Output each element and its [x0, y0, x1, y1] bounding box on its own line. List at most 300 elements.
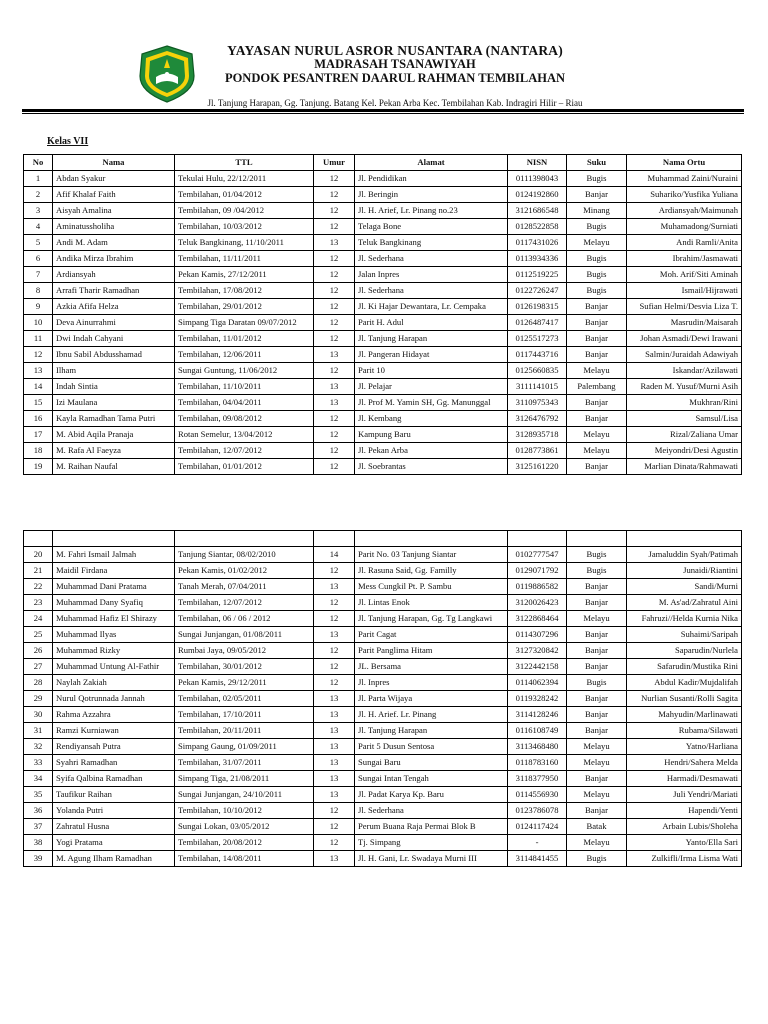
cell-ttl: Tembilahan, 29/01/2012: [175, 299, 314, 315]
cell-alamat: Jl. Rasuna Said, Gg. Familly: [355, 563, 508, 579]
cell-ttl: Tembilahan, 10/10/2012: [175, 803, 314, 819]
cell-alamat: Telaga Bone: [355, 219, 508, 235]
table-row: [24, 299, 742, 315]
cell-suku: Banjar: [567, 459, 627, 475]
cell-nama: Zahratul Husna: [53, 819, 175, 835]
table-row: [24, 723, 742, 739]
cell-nama: Azkia Afifa Helza: [53, 299, 175, 315]
table-row: [24, 675, 742, 691]
cell-umur: 12: [314, 171, 355, 187]
cell-nisn: 3111141015: [508, 379, 567, 395]
cell-nisn: 0126487417: [508, 315, 567, 331]
foundation-name: YAYASAN NURUL ASROR NUSANTARA (NANTARA): [227, 43, 563, 58]
col-header-suku: Suku: [567, 155, 627, 171]
cell-no: 16: [24, 411, 53, 427]
cell-umur: 12: [314, 299, 355, 315]
cell-nama-ortu: Sandi/Murni: [627, 579, 742, 595]
cell-nisn: -: [508, 835, 567, 851]
cell-suku: Melayu: [567, 755, 627, 771]
cell-alamat: Jl. Sederhana: [355, 251, 508, 267]
cell-alamat: Parit H. Adul: [355, 315, 508, 331]
cell-umur: 13: [314, 627, 355, 643]
cell-alamat: Jl. Lintas Enok: [355, 595, 508, 611]
cell-no: 19: [24, 459, 53, 475]
cell-nisn: 0125517273: [508, 331, 567, 347]
cell-no: 5: [24, 235, 53, 251]
cell-alamat: Jl. Pangeran Hidayat: [355, 347, 508, 363]
cell-suku: Banjar: [567, 627, 627, 643]
cell-nama-ortu: Harmadi/Desmawati: [627, 771, 742, 787]
cell-umur: 12: [314, 835, 355, 851]
cell-nama: Ilham: [53, 363, 175, 379]
cell-nama-ortu: Muhamadong/Surniati: [627, 219, 742, 235]
cell-nama-ortu: Rubama/Silawati: [627, 723, 742, 739]
cell-ttl: Tembilahan, 30/01/2012: [175, 659, 314, 675]
cell-no: 27: [24, 659, 53, 675]
col-header-nama: Nama: [53, 155, 175, 171]
cell-umur: 12: [314, 219, 355, 235]
cell-nama: M. Raihan Naufal: [53, 459, 175, 475]
cell-nisn: 3127320842: [508, 643, 567, 659]
table-row: [24, 787, 742, 803]
cell-ttl: Tembilahan, 02/05/2011: [175, 691, 314, 707]
cell-alamat: Parit 10: [355, 363, 508, 379]
cell-no: 7: [24, 267, 53, 283]
cell-nisn: 0117443716: [508, 347, 567, 363]
cell-nama: Ibnu Sabil Abdusshamad: [53, 347, 175, 363]
cell-umur: 12: [314, 203, 355, 219]
cell-ttl: Tekulai Hulu, 22/12/2011: [175, 171, 314, 187]
cell-suku: Banjar: [567, 771, 627, 787]
cell-ttl: Teluk Bangkinang, 11/10/2011: [175, 235, 314, 251]
cell-alamat: Jl. Sederhana: [355, 803, 508, 819]
cell-alamat: JL. Bersama: [355, 659, 508, 675]
cell-nisn: 3120026423: [508, 595, 567, 611]
cell-no: 26: [24, 643, 53, 659]
cell-no: 1: [24, 171, 53, 187]
cell-nama-ortu: Johan Asmadi/Dewi Irawani: [627, 331, 742, 347]
cell-ttl: Tembilahan, 11/01/2012: [175, 331, 314, 347]
cell-umur: 12: [314, 595, 355, 611]
cell-umur: 13: [314, 851, 355, 867]
cell-nama-ortu: Junaidi/Riantini: [627, 563, 742, 579]
cell-alamat: Jl. Beringin: [355, 187, 508, 203]
cell-nisn: 3122868464: [508, 611, 567, 627]
cell-ttl: Tembilahan, 31/07/2011: [175, 755, 314, 771]
cell-suku: Bugis: [567, 251, 627, 267]
cell-suku: Melayu: [567, 363, 627, 379]
cell-alamat: Parit Cagat: [355, 627, 508, 643]
cell-nama-ortu: Suhariko/Yusfika Yuliana: [627, 187, 742, 203]
table-row: [24, 627, 742, 643]
cell-nisn: 0118783160: [508, 755, 567, 771]
cell-nama: Dwi Indah Cahyani: [53, 331, 175, 347]
cell-ttl: Tembilahan, 01/04/2012: [175, 187, 314, 203]
cell-alamat: Teluk Bangkinang: [355, 235, 508, 251]
cell-nama-ortu: Nurlian Susanti/Rolli Sagita: [627, 691, 742, 707]
table-row: [24, 579, 742, 595]
cell-nisn: 0119328242: [508, 691, 567, 707]
table-row: [24, 835, 742, 851]
cell-nama-ortu: Yanto/Ella Sari: [627, 835, 742, 851]
cell-suku: Minang: [567, 203, 627, 219]
cell-nama-ortu: Masrudin/Maisarah: [627, 315, 742, 331]
cell-suku: Melayu: [567, 787, 627, 803]
cell-ttl: Tembilahan, 09/08/2012: [175, 411, 314, 427]
cell-nama-ortu: Jamaluddin Syah/Patimah: [627, 547, 742, 563]
cell-ttl: Tembilahan, 20/08/2012: [175, 835, 314, 851]
cell-nama-ortu: Arbain Lubis/Sholeha: [627, 819, 742, 835]
table-row: [24, 331, 742, 347]
cell-nama-ortu: Salmin/Juraidah Adawiyah: [627, 347, 742, 363]
cell-suku: Banjar: [567, 395, 627, 411]
table-row: [24, 771, 742, 787]
cell-no: 24: [24, 611, 53, 627]
cell-ttl: Tembilahan, 12/06/2011: [175, 347, 314, 363]
cell-nisn: 3122442158: [508, 659, 567, 675]
cell-nisn: 0123786078: [508, 803, 567, 819]
cell-suku: Batak: [567, 819, 627, 835]
cell-suku: Bugis: [567, 851, 627, 867]
cell-nisn: 3114841455: [508, 851, 567, 867]
cell-no: 17: [24, 427, 53, 443]
cell-ttl: Tanjung Siantar, 08/02/2010: [175, 547, 314, 563]
cell-alamat: Jl. Pendidikan: [355, 171, 508, 187]
cell-suku: Banjar: [567, 315, 627, 331]
cell-nama: Muhammad Untung Al-Fathir: [53, 659, 175, 675]
cell-nisn: 0111398043: [508, 171, 567, 187]
cell-nama: Andika Mirza Ibrahim: [53, 251, 175, 267]
table-row: [24, 659, 742, 675]
cell-nama-ortu: Muhammad Zaini/Nuraini: [627, 171, 742, 187]
cell-ttl: Tembilahan, 12/07/2012: [175, 443, 314, 459]
cell-no: 31: [24, 723, 53, 739]
cell-suku: Banjar: [567, 707, 627, 723]
table-row: [24, 315, 742, 331]
cell-nama: Rendiyansah Putra: [53, 739, 175, 755]
cell-umur: 12: [314, 675, 355, 691]
table-row: [24, 251, 742, 267]
cell-umur: 12: [314, 659, 355, 675]
cell-nisn: 3121686548: [508, 203, 567, 219]
cell-nama-ortu: Sufian Helmi/Desvia Liza T.: [627, 299, 742, 315]
cell-suku: Banjar: [567, 299, 627, 315]
cell-nama-ortu: Fahruzi//Helda Kurnia Nika: [627, 611, 742, 627]
cell-nama: M. Rafa Al Faeyza: [53, 443, 175, 459]
cell-ttl: Tembilahan, 10/03/2012: [175, 219, 314, 235]
cell-ttl: Tembilahan, 11/10/2011: [175, 379, 314, 395]
cell-nama: Izi Maulana: [53, 395, 175, 411]
col-header-alamat: Alamat: [355, 155, 508, 171]
cell-nisn: 0102777547: [508, 547, 567, 563]
cell-alamat: Jalan Inpres: [355, 267, 508, 283]
table-header-row-blank: [24, 531, 742, 547]
cell-alamat: Jl. Inpres: [355, 675, 508, 691]
cell-nama: Deva Ainurrahmi: [53, 315, 175, 331]
cell-nama: Yogi Pratama: [53, 835, 175, 851]
table-row: [24, 395, 742, 411]
cell-no: 30: [24, 707, 53, 723]
cell-nama: Syifa Qalbina Ramadhan: [53, 771, 175, 787]
cell-no: 35: [24, 787, 53, 803]
cell-alamat: Jl. Ki Hajar Dewantara, Lr. Cempaka: [355, 299, 508, 315]
cell-ttl: Sungai Junjangan, 24/10/2011: [175, 787, 314, 803]
cell-nisn: 0129071792: [508, 563, 567, 579]
col-header-nama-ortu: Nama Ortu: [627, 155, 742, 171]
cell-no: 8: [24, 283, 53, 299]
cell-no: 6: [24, 251, 53, 267]
cell-suku: Banjar: [567, 595, 627, 611]
header-divider-thick: [22, 109, 744, 112]
cell-nama: Yolanda Putri: [53, 803, 175, 819]
cell-ttl: Tembilahan, 14/08/2011: [175, 851, 314, 867]
table-row: [24, 443, 742, 459]
cell-nama: Aminatussholiha: [53, 219, 175, 235]
cell-ttl: Rumbai Jaya, 09/05/2012: [175, 643, 314, 659]
cell-umur: 12: [314, 267, 355, 283]
cell-nama-ortu: Suhaimi/Saripah: [627, 627, 742, 643]
cell-no: 28: [24, 675, 53, 691]
cell-nama: Ardiansyah: [53, 267, 175, 283]
cell-nisn: 3113468480: [508, 739, 567, 755]
cell-suku: Bugis: [567, 267, 627, 283]
cell-suku: Bugis: [567, 171, 627, 187]
cell-nama: Indah Sintia: [53, 379, 175, 395]
cell-nama: Muhammad Hafiz El Shirazy: [53, 611, 175, 627]
cell-nama: Muhammad Ilyas: [53, 627, 175, 643]
cell-ttl: Simpang Tiga, 21/08/2011: [175, 771, 314, 787]
cell-nama: Syahri Ramadhan: [53, 755, 175, 771]
col-header-ttl: TTL: [175, 155, 314, 171]
cell-nama-ortu: Moh. Arif/Siti Aminah: [627, 267, 742, 283]
cell-no: 11: [24, 331, 53, 347]
table-row: [24, 347, 742, 363]
cell-alamat: Jl. Pelajar: [355, 379, 508, 395]
cell-no: 34: [24, 771, 53, 787]
cell-alamat: Parit No. 03 Tanjung Siantar: [355, 547, 508, 563]
cell-ttl: Pekan Kamis, 01/02/2012: [175, 563, 314, 579]
cell-ttl: Tembilahan, 09 /04/2012: [175, 203, 314, 219]
cell-nisn: 0119886582: [508, 579, 567, 595]
cell-ttl: Tembilahan, 20/11/2011: [175, 723, 314, 739]
cell-nisn: 0124117424: [508, 819, 567, 835]
cell-nama: Taufikur Raihan: [53, 787, 175, 803]
cell-nama: Afif Khalaf Faith: [53, 187, 175, 203]
cell-suku: Melayu: [567, 427, 627, 443]
cell-nisn: 3118377950: [508, 771, 567, 787]
cell-suku: Bugis: [567, 219, 627, 235]
school-address: Jl. Tanjung Harapan, Gg. Tanjung. Batang Kel. Pekan Arba Kec. Tembilahan Kab. Indragiri Hilir – Riau: [207, 98, 583, 108]
cell-no: 9: [24, 299, 53, 315]
cell-nama: M. Abid Aqila Pranaja: [53, 427, 175, 443]
student-table-part2: [23, 530, 742, 867]
cell-alamat: Perum Buana Raja Permai Blok B: [355, 819, 508, 835]
cell-alamat: Sungai Baru: [355, 755, 508, 771]
cell-suku: Banjar: [567, 347, 627, 363]
cell-nisn: 3110975343: [508, 395, 567, 411]
cell-alamat: Sungai Intan Tengah: [355, 771, 508, 787]
table-row: [24, 267, 742, 283]
cell-no: 20: [24, 547, 53, 563]
cell-no: 15: [24, 395, 53, 411]
table-row: [24, 427, 742, 443]
cell-umur: 12: [314, 427, 355, 443]
cell-ttl: Pekan Kamis, 29/12/2011: [175, 675, 314, 691]
cell-umur: 13: [314, 787, 355, 803]
table-row: [24, 595, 742, 611]
cell-nisn: 0114062394: [508, 675, 567, 691]
col-header-nisn: NISN: [508, 155, 567, 171]
header-divider-thin: [22, 113, 744, 114]
cell-alamat: Jl. Tanjung Harapan: [355, 723, 508, 739]
cell-nama: Abdan Syakur: [53, 171, 175, 187]
cell-suku: Melayu: [567, 443, 627, 459]
cell-umur: 12: [314, 411, 355, 427]
cell-no: 22: [24, 579, 53, 595]
cell-nama-ortu: Marlian Dinata/Rahmawati: [627, 459, 742, 475]
cell-umur: 13: [314, 235, 355, 251]
cell-nama-ortu: Saparudin/Nurlela: [627, 643, 742, 659]
student-table-part1: [23, 154, 742, 475]
cell-nisn: 0126198315: [508, 299, 567, 315]
cell-nama-ortu: Hendri/Sahera Melda: [627, 755, 742, 771]
cell-nama: Nurul Qotrunnada Jannah: [53, 691, 175, 707]
cell-no: 29: [24, 691, 53, 707]
cell-ttl: Tembilahan, 17/10/2011: [175, 707, 314, 723]
cell-suku: Banjar: [567, 411, 627, 427]
table-row: [24, 643, 742, 659]
cell-nama-ortu: Andi Ramli/Anita: [627, 235, 742, 251]
cell-nama: Muhammad Dany Syafiq: [53, 595, 175, 611]
cell-umur: 12: [314, 251, 355, 267]
cell-nama-ortu: Ardiansyah/Maimunah: [627, 203, 742, 219]
cell-nama-ortu: Yatno/Harliana: [627, 739, 742, 755]
cell-nama-ortu: Rizal/Zaliana Umar: [627, 427, 742, 443]
cell-nama-ortu: Hapendi/Yenti: [627, 803, 742, 819]
cell-no: 4: [24, 219, 53, 235]
cell-umur: 12: [314, 443, 355, 459]
cell-umur: 13: [314, 739, 355, 755]
cell-umur: 12: [314, 643, 355, 659]
cell-umur: 13: [314, 707, 355, 723]
cell-nisn: 3125161220: [508, 459, 567, 475]
cell-suku: Melayu: [567, 611, 627, 627]
cell-no: 13: [24, 363, 53, 379]
cell-ttl: Pekan Kamis, 27/12/2011: [175, 267, 314, 283]
cell-nama-ortu: Ibrahim/Jasmawati: [627, 251, 742, 267]
cell-alamat: Kampung Baru: [355, 427, 508, 443]
cell-no: 3: [24, 203, 53, 219]
cell-alamat: Jl. Tanjung Harapan, Gg. Tg Langkawi: [355, 611, 508, 627]
cell-umur: 12: [314, 611, 355, 627]
cell-ttl: Tembilahan, 01/01/2012: [175, 459, 314, 475]
cell-suku: Banjar: [567, 803, 627, 819]
cell-umur: 13: [314, 771, 355, 787]
cell-no: 2: [24, 187, 53, 203]
cell-nisn: 3126476792: [508, 411, 567, 427]
cell-nama: M. Agung Ilham Ramadhan: [53, 851, 175, 867]
cell-suku: Banjar: [567, 579, 627, 595]
cell-nama: Naylah Zakiah: [53, 675, 175, 691]
cell-nama-ortu: Mahyudin/Marlinawati: [627, 707, 742, 723]
table-row: [24, 691, 742, 707]
cell-umur: 13: [314, 379, 355, 395]
pesantren-name: PONDOK PESANTREN DAARUL RAHMAN TEMBILAHAN: [224, 71, 566, 85]
cell-nama: Arrafi Tharir Ramadhan: [53, 283, 175, 299]
cell-umur: 13: [314, 691, 355, 707]
cell-no: 14: [24, 379, 53, 395]
cell-ttl: Rotan Semelur, 13/04/2012: [175, 427, 314, 443]
cell-umur: 12: [314, 283, 355, 299]
cell-no: 21: [24, 563, 53, 579]
cell-nama: Ramzi Kurniawan: [53, 723, 175, 739]
cell-umur: 12: [314, 315, 355, 331]
cell-ttl: Sungai Lokan, 03/05/2012: [175, 819, 314, 835]
cell-alamat: Parit Panglima Hitam: [355, 643, 508, 659]
cell-nama: M. Fahri Ismail Jalmah: [53, 547, 175, 563]
cell-no: 37: [24, 819, 53, 835]
cell-suku: Bugis: [567, 675, 627, 691]
cell-ttl: Sungai Junjangan, 01/08/2011: [175, 627, 314, 643]
cell-ttl: Tembilahan, 11/11/2011: [175, 251, 314, 267]
cell-no: 25: [24, 627, 53, 643]
cell-suku: Banjar: [567, 187, 627, 203]
cell-nisn: 0112519225: [508, 267, 567, 283]
col-header-umur: Umur: [314, 155, 355, 171]
cell-alamat: Parit 5 Dusun Sentosa: [355, 739, 508, 755]
cell-suku: Melayu: [567, 235, 627, 251]
cell-umur: 13: [314, 347, 355, 363]
cell-suku: Banjar: [567, 643, 627, 659]
cell-suku: Banjar: [567, 691, 627, 707]
cell-nama-ortu: Mukhran/Rini: [627, 395, 742, 411]
cell-suku: Melayu: [567, 835, 627, 851]
cell-nama-ortu: Ismail/Hijrawati: [627, 283, 742, 299]
cell-nama: Kayla Ramadhan Tama Putri: [53, 411, 175, 427]
cell-umur: 12: [314, 819, 355, 835]
cell-no: 33: [24, 755, 53, 771]
cell-no: 12: [24, 347, 53, 363]
letterhead: [0, 0, 768, 115]
cell-no: 10: [24, 315, 53, 331]
table-row: [24, 611, 742, 627]
table-row: [24, 171, 742, 187]
table-row: [24, 235, 742, 251]
cell-nama: Muhammad Dani Pratama: [53, 579, 175, 595]
cell-suku: Palembang: [567, 379, 627, 395]
cell-umur: 13: [314, 395, 355, 411]
cell-nisn: 0122726247: [508, 283, 567, 299]
cell-ttl: Tembilahan, 12/07/2012: [175, 595, 314, 611]
table-row: [24, 283, 742, 299]
cell-nama: Rahma Azzahra: [53, 707, 175, 723]
table-row: [24, 803, 742, 819]
cell-umur: 14: [314, 547, 355, 563]
cell-ttl: Sungai Guntung, 11/06/2012: [175, 363, 314, 379]
cell-nama: Maidil Firdana: [53, 563, 175, 579]
cell-ttl: Tembilahan, 04/04/2011: [175, 395, 314, 411]
cell-nama-ortu: M. As'ad/Zahratul Aini: [627, 595, 742, 611]
table-row: [24, 187, 742, 203]
cell-alamat: Jl. Parta Wijaya: [355, 691, 508, 707]
cell-alamat: Jl. Padat Karya Kp. Baru: [355, 787, 508, 803]
cell-umur: 12: [314, 363, 355, 379]
cell-alamat: Jl. Prof M. Yamin SH, Gg. Manunggal: [355, 395, 508, 411]
cell-alamat: Mess Cungkil Pt. P. Sambu: [355, 579, 508, 595]
cell-suku: Banjar: [567, 331, 627, 347]
table-row: [24, 755, 742, 771]
table-row: [24, 547, 742, 563]
